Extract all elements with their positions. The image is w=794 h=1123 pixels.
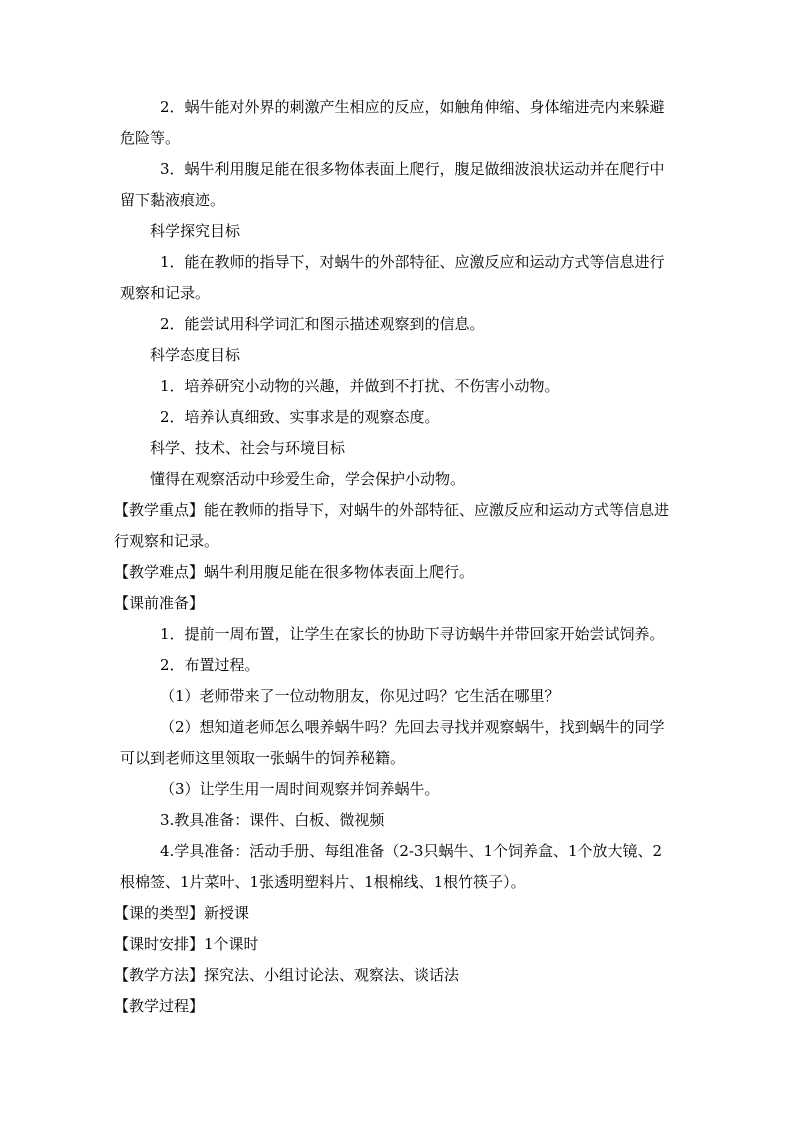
heading-attitude-goals: 科学态度目标 (150, 346, 241, 364)
paragraph-prep-4: 4.学具准备：活动手册、每组准备（2-3只蜗牛、1个饲养盒、1个放大镜、2根棉签、1片菜叶、1张透明塑料片、1根棉线、1根竹筷子）。 (120, 842, 663, 891)
paragraph-goal-3: 3．蜗牛利用腹足能在很多物体表面上爬行，腹足做细波浪状运动并在爬行中留下黏液痕迹。 (120, 160, 665, 209)
paragraph-prep-3: 3.教具准备：课件、白板、微视频 (160, 811, 385, 829)
paragraph-methods: 【教学方法】探究法、小组讨论法、观察法、谈话法 (114, 966, 460, 984)
paragraph-prep-1: 1．提前一周布置，让学生在家长的协助下寻访蜗牛并带回家开始尝试饲养。 (160, 625, 665, 643)
heading-preparation: 【课前准备】 (114, 594, 205, 612)
paragraph-attitude-2: 2．培养认真细致、实事求是的观察态度。 (160, 408, 440, 426)
paragraph-lesson-hours: 【课时安排】1个课时 (114, 935, 259, 953)
paragraph-prep-2-3: （3）让学生用一周时间观察并饲养蜗牛。 (160, 780, 440, 798)
paragraph-difficulty: 【教学难点】蜗牛利用腹足能在很多物体表面上爬行。 (114, 563, 475, 581)
paragraph-prep-2-1: （1）老师带来了一位动物朋友，你见过吗？它生活在哪里？ (160, 687, 560, 705)
paragraph-key-point: 【教学重点】能在教师的指导下，对蜗牛的外部特征、应激反应和运动方式等信息进行观察和记录。 (114, 501, 670, 550)
paragraph-inquiry-2: 2．能尝试用科学词汇和图示描述观察到的信息。 (160, 315, 485, 333)
heading-stse-goals: 科学、技术、社会与环境目标 (150, 439, 346, 457)
paragraph-prep-2-2: （2）想知道老师怎么喂养蜗牛吗？先回去寻找并观察蜗牛，找到蜗牛的同学可以到老师这里领取一张蜗牛的饲养秘籍。 (120, 718, 665, 767)
paragraph-attitude-1: 1．培养研究小动物的兴趣，并做到不打扰、不伤害小动物。 (160, 377, 560, 395)
paragraph-stse: 懂得在观察活动中珍爱生命，学会保护小动物。 (150, 470, 466, 488)
heading-inquiry-goals: 科学探究目标 (150, 222, 241, 240)
paragraph-inquiry-1: 1．能在教师的指导下，对蜗牛的外部特征、应激反应和运动方式等信息进行观察和记录。 (120, 253, 665, 302)
paragraph-lesson-type: 【课的类型】新授课 (114, 904, 250, 922)
paragraph-goal-2: 2．蜗牛能对外界的刺激产生相应的反应，如触角伸缩、身体缩进壳内来躲避危险等。 (120, 98, 665, 147)
paragraph-prep-2: 2．布置过程。 (160, 656, 260, 674)
heading-process: 【教学过程】 (114, 997, 205, 1015)
